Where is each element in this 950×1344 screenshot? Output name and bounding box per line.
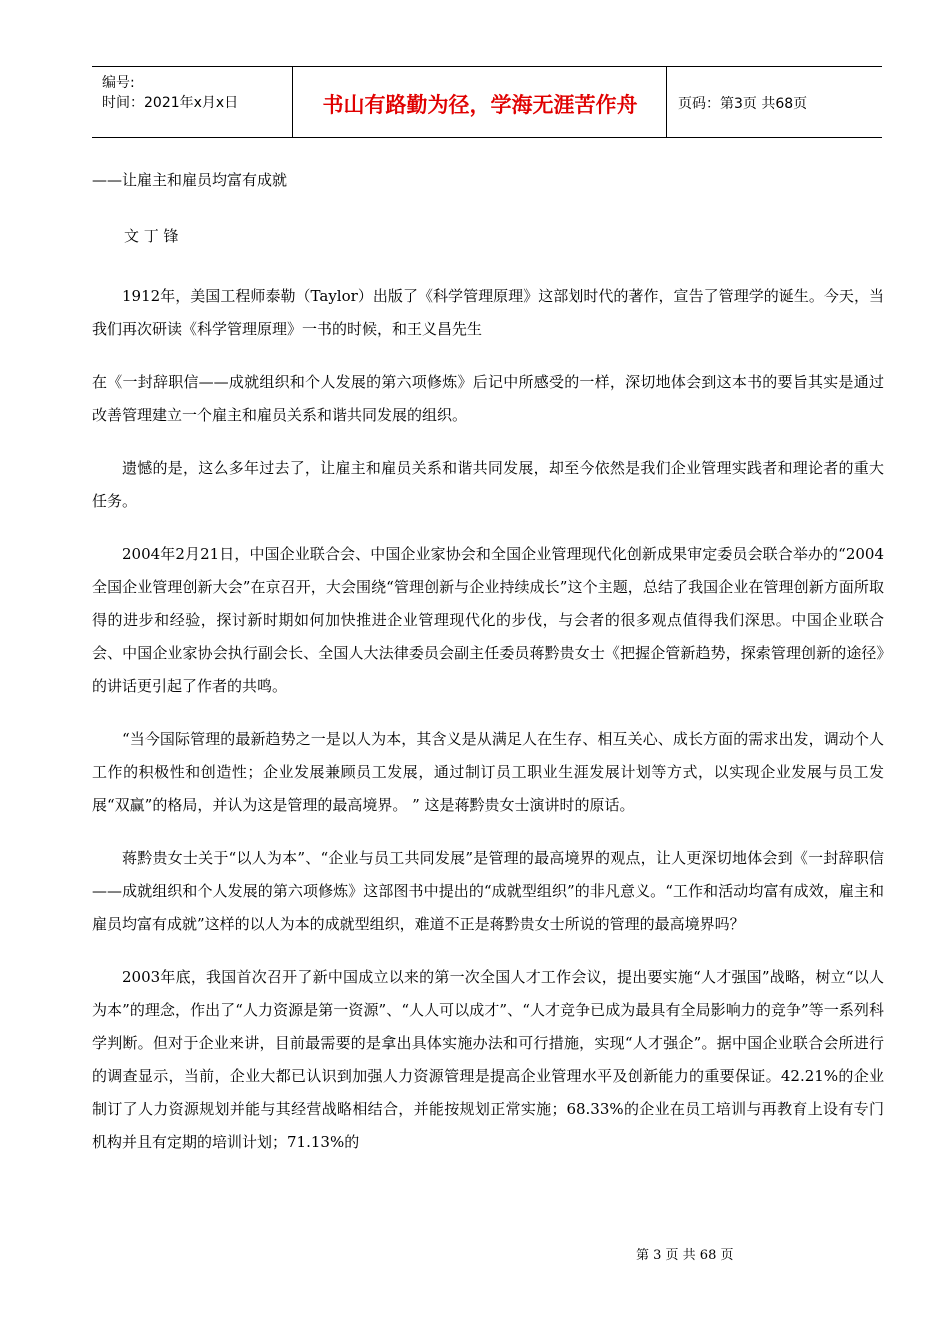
header-motto: 书山有路勤为径，学海无涯苦作舟 — [322, 93, 638, 117]
article-subtitle: ——让雇主和雇员均富有成就 — [92, 171, 288, 189]
paragraph: 2003年底，我国首次召开了新中国成立以来的第一次全国人才工作会议，提出要实施“人才强国”战略，树立“以人为本”的理念，作出了“人力资源是第一资源”、“人人可以成才”、“人才竞争已成为最具有全局影响力的竞争”等一系列科学判断。但对于企业来讲，目前最需要的是拿出具体实施办法和可行措施，实现“人才强企”。据中国企业联合会所进行的调查显示，当前，企业大都已认识到加强人力资源管理是提高企业管理水平及创新能力的重要保证。42.21%的企业制订了人力资源规划并能与其经营战略相结合，并能按规划正常实施；68.33%的企业在员工培训与再教育上设有专门机构并且有定期的培训计划；71.13%的 — [92, 968, 884, 1151]
article-body — [92, 280, 884, 1159]
header-page-info: 页码：第3页 共68页 — [678, 96, 808, 112]
header-meta — [102, 73, 238, 113]
page-footer: 第 3 页 共 68 页 — [636, 1248, 734, 1263]
paragraph: 2004年2月21日，中国企业联合会、中国企业家协会和全国企业管理现代化创新成果审定委员会联合举办的“2004全国企业管理创新大会”在京召开，大会围绕“管理创新与企业持续成长”这个主题，总结了我国企业在管理创新方面所取得的进步和经验，探讨新时期如何加快推进企业管理现代化的步伐，与会者的很多观点值得我们深思。中国企业联合会、中国企业家协会执行副会长、全国人大法律委员会副主任委员蒋黔贵女士《把握企管新趋势，探索管理创新的途径》的讲话更引起了作者的共鸣。 — [92, 545, 884, 695]
paragraph: 遗憾的是，这么多年过去了，让雇主和雇员关系和谐共同发展，却至今依然是我们企业管理实践者和理论者的重大任务。 — [92, 459, 884, 510]
page-header — [92, 66, 882, 138]
time-label: 时间：2021年x月x日 — [102, 95, 239, 111]
paragraph: 蒋黔贵女士关于“以人为本”、“企业与员工共同发展”是管理的最高境界的观点，让人更深切地体会到《一封辞职信——成就组织和个人发展的第六项修炼》这部图书中提出的“成就型组织”的非凡意义。“工作和活动均富有成效，雇主和雇员均富有成就”这样的以人为本的成就型组织，难道不正是蒋黔贵女士所说的管理的最高境界吗？ — [92, 849, 884, 933]
paragraph: 在《一封辞职信——成就组织和个人发展的第六项修炼》后记中所感受的一样，深切地体会到这本书的要旨其实是通过改善管理建立一个雇主和雇员关系和谐共同发展的组织。 — [92, 373, 884, 424]
header-divider — [666, 67, 667, 137]
header-divider — [292, 67, 293, 137]
number-label: 编号: — [102, 75, 135, 91]
paragraph: “当今国际管理的最新趋势之一是以人为本，其含义是从满足人在生存、相互关心、成长方面的需求出发，调动个人工作的积极性和创造性；企业发展兼顾员工发展，通过制订员工职业生涯发展计划等方式，以实现企业发展与员工发展“双赢”的格局，并认为这是管理的最高境界。 ” 这是蒋黔贵女士演讲时的原话。 — [92, 730, 884, 814]
article-author: 文 丁 锋 — [124, 227, 179, 245]
paragraph: 1912年，美国工程师泰勒（Taylor）出版了《科学管理原理》这部划时代的著作，宣告了管理学的诞生。今天，当我们再次研读《科学管理原理》一书的时候，和王义昌先生 — [92, 287, 884, 338]
